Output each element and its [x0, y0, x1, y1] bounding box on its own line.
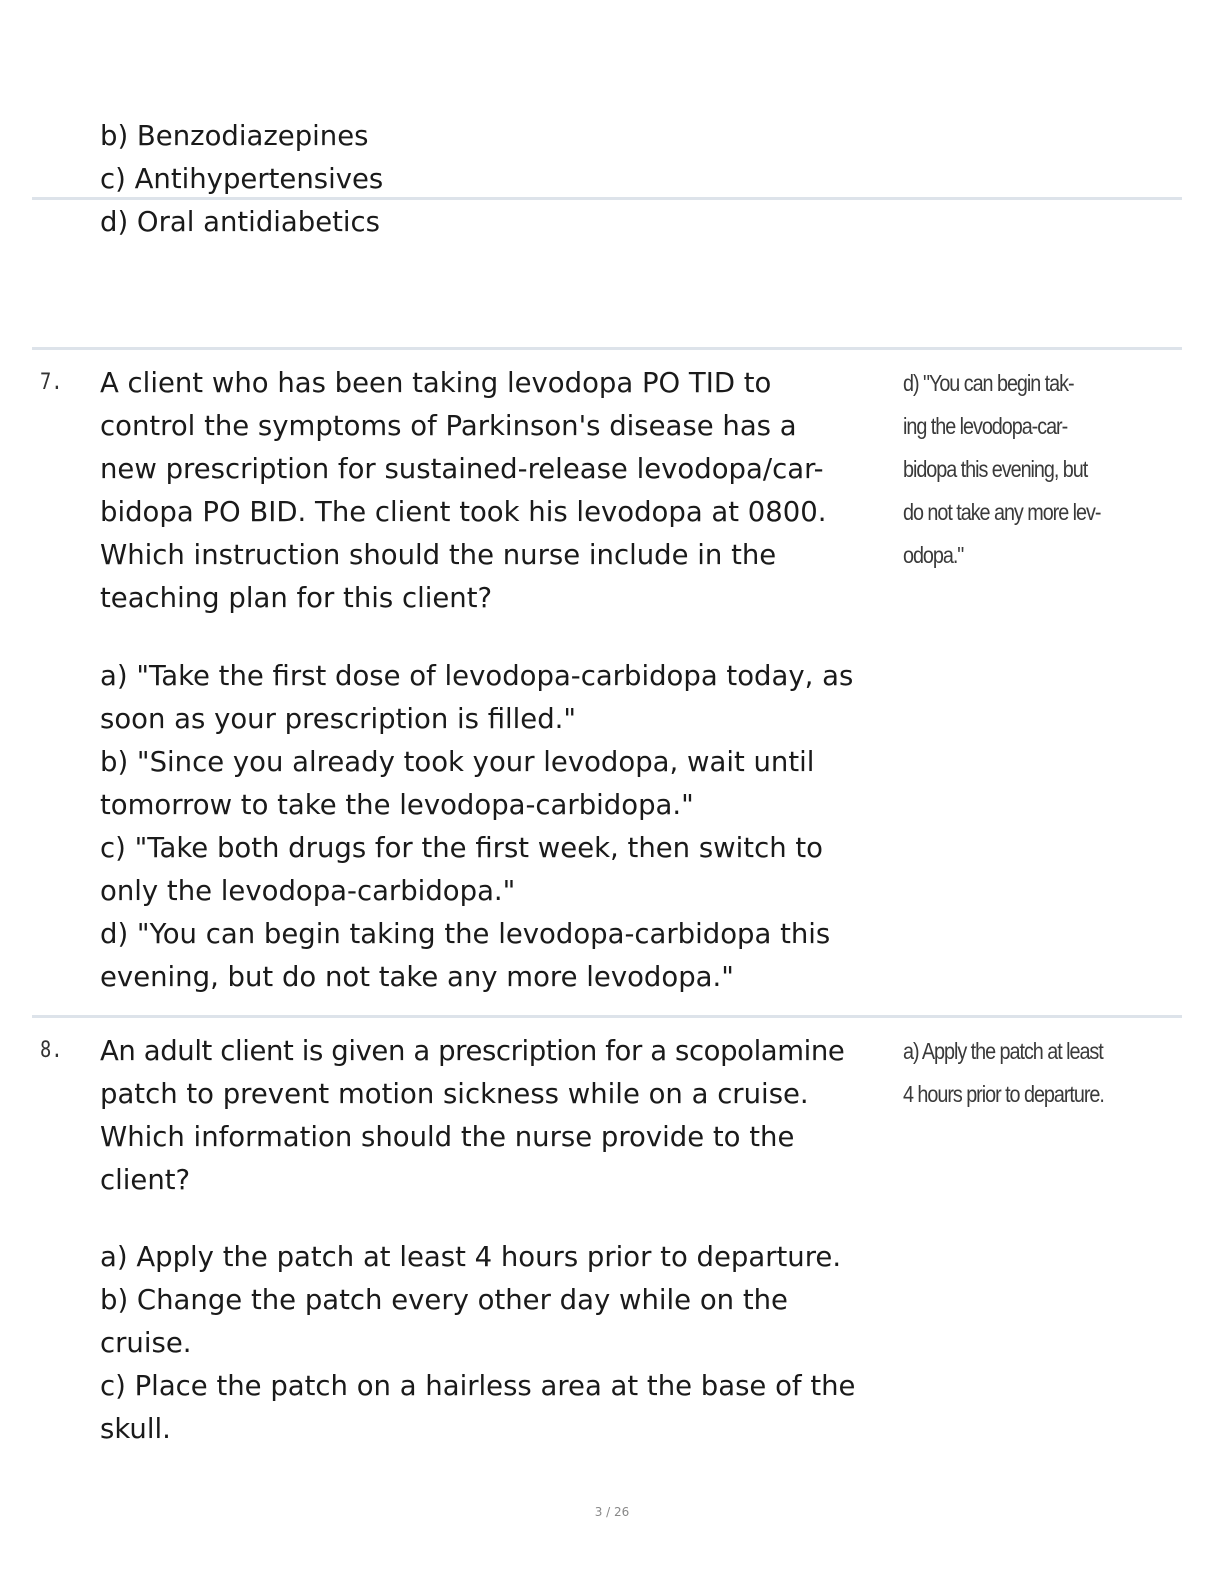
stem-line: A client who has been taking levodopa PO TID to	[100, 367, 772, 399]
answer-line: d) "You can begin tak-	[903, 370, 1074, 396]
option-line: evening, but do not take any more levodopa."	[100, 961, 734, 993]
question-number: 7.	[40, 370, 63, 395]
answer-line: do not take any more lev-	[903, 499, 1101, 525]
answer-line: odopa."	[903, 542, 964, 568]
answer-line: 4 hours prior to departure.	[903, 1081, 1104, 1107]
stem-line: An adult client is given a prescription for a scopolamine	[100, 1035, 845, 1067]
option-line: soon as your prescription is filled."	[100, 703, 577, 735]
prev-option-d: d) Oral antidiabetics	[100, 206, 381, 238]
divider	[32, 347, 1182, 350]
option-line: c) Place the patch on a hairless area at the base of the	[100, 1370, 856, 1402]
option-line: c) "Take both drugs for the first week, then switch to	[100, 832, 823, 864]
answer-line: bidopa this evening, but	[903, 456, 1088, 482]
stem-line: teaching plan for this client?	[100, 582, 493, 614]
option-line: skull.	[100, 1413, 171, 1445]
option-line: a) Apply the patch at least 4 hours prior to departure.	[100, 1241, 842, 1273]
answer-line: a) Apply the patch at least	[903, 1038, 1103, 1064]
option-line: b) Change the patch every other day while on the	[100, 1284, 788, 1316]
option-line: only the levodopa-carbidopa."	[100, 875, 516, 907]
option-line: d) "You can begin taking the levodopa-carbidopa this	[100, 918, 831, 950]
divider	[32, 197, 1182, 200]
option-line: tomorrow to take the levodopa-carbidopa."	[100, 789, 694, 821]
stem-line: control the symptoms of Parkinson's disease has a	[100, 410, 797, 442]
option-line: a) "Take the first dose of levodopa-carbidopa today, as	[100, 660, 854, 692]
stem-line: Which instruction should the nurse include in the	[100, 539, 777, 571]
stem-line: patch to prevent motion sickness while on a cruise.	[100, 1078, 809, 1110]
divider	[32, 1015, 1182, 1018]
prev-option-c: c) Antihypertensives	[100, 163, 384, 195]
stem-line: new prescription for sustained-release levodopa/car-	[100, 453, 824, 485]
question-number: 8.	[40, 1038, 63, 1063]
page-indicator: 3 / 26	[594, 1505, 630, 1519]
stem-line: bidopa PO BID. The client took his levodopa at 0800.	[100, 496, 827, 528]
stem-line: Which information should the nurse provide to the	[100, 1121, 795, 1153]
answer-line: ing the levodopa-car-	[903, 413, 1068, 439]
prev-option-b: b) Benzodiazepines	[100, 120, 369, 152]
option-line: b) "Since you already took your levodopa, wait until	[100, 746, 815, 778]
option-line: cruise.	[100, 1327, 192, 1359]
stem-line: client?	[100, 1164, 191, 1196]
